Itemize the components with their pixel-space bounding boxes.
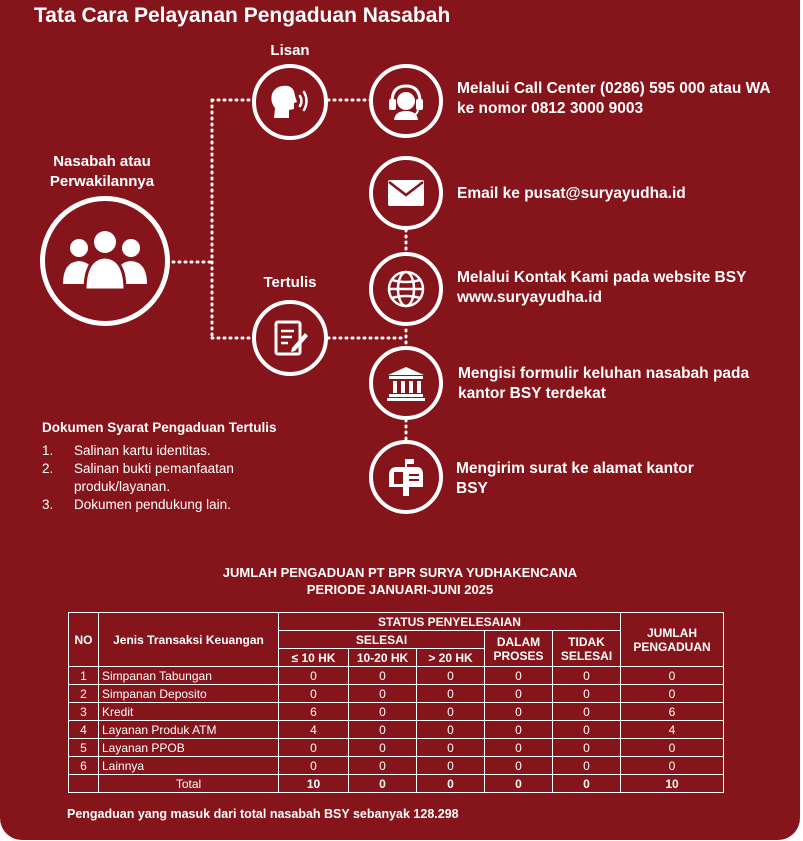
table-title-line1: JUMLAH PENGADUAN PT BPR SURYA YUDHAKENCANA bbox=[222, 565, 578, 580]
mailbox-icon bbox=[369, 440, 443, 514]
channel-website-text: Melalui Kontak Kami pada website BSY www.suryayudha.id bbox=[457, 269, 747, 306]
docs-list bbox=[42, 442, 294, 514]
bank-icon bbox=[369, 346, 443, 420]
header-tidak-selesai: TIDAK SELESAI bbox=[553, 631, 621, 667]
header-status: STATUS PENYELESAIAN bbox=[279, 613, 621, 631]
table-row: 3 Kredit 6 0 0 0 0 6 bbox=[69, 703, 724, 721]
complaints-table bbox=[68, 612, 724, 793]
headset-icon bbox=[369, 64, 443, 138]
table-row: 5 Layanan PPOB 0 0 0 0 0 0 bbox=[69, 739, 724, 757]
table-row: 4 Layanan Produk ATM 4 0 0 0 0 4 bbox=[69, 721, 724, 739]
envelope-icon bbox=[369, 156, 443, 230]
list-item: 3. Dokumen pendukung lain. bbox=[42, 497, 231, 512]
header-no: NO bbox=[69, 613, 99, 667]
table-row: 6 Lainnya 0 0 0 0 0 0 bbox=[69, 757, 724, 775]
footer-note: Pengaduan yang masuk dari total nasabah BSY sebanyak 128.298 bbox=[67, 807, 459, 821]
header-jenis: Jenis Transaksi Keuangan bbox=[99, 613, 279, 667]
header-le10: ≤ 10 HK bbox=[279, 649, 349, 667]
table-title-line2: PERIODE JANUARI-JUNI 2025 bbox=[306, 582, 494, 597]
table-total-row: Total 10 0 0 0 0 10 bbox=[69, 775, 724, 793]
table-row: 2 Simpanan Deposito 0 0 0 0 0 0 bbox=[69, 685, 724, 703]
header-dalam-proses: DALAM PROSES bbox=[485, 631, 553, 667]
channel-branch-text: Mengisi formulir keluhan nasabah pada kantor BSY terdekat bbox=[458, 365, 750, 402]
globe-icon bbox=[369, 252, 443, 326]
channel-callcenter-text: Melalui Call Center (0286) 595 000 atau WA ke nomor 0812 3000 9003 bbox=[457, 80, 770, 117]
channel-letter-text: Mengirim surat ke alamat kantor BSY bbox=[456, 460, 694, 497]
written-form-icon bbox=[252, 300, 328, 376]
table-header-row bbox=[69, 613, 724, 631]
list-item: 2. Salinan bukti pemanfaatan produk/layanan. bbox=[42, 461, 234, 494]
list-item: 1. Salinan kartu identitas. bbox=[42, 443, 211, 458]
docs-title: Dokumen Syarat Pengaduan Tertulis bbox=[42, 420, 277, 435]
customer-label: Nasabah atau Perwakilannya bbox=[49, 153, 155, 190]
table-row: 1 Simpanan Tabungan 0 0 0 0 0 0 bbox=[69, 667, 724, 685]
customer-group-icon bbox=[40, 196, 170, 326]
header-gt20: > 20 HK bbox=[417, 649, 485, 667]
header-jumlah: JUMLAH PENGADUAN bbox=[621, 613, 724, 667]
header-10-20: 10-20 HK bbox=[349, 649, 417, 667]
speaking-icon bbox=[252, 64, 328, 140]
header-selesai: SELESAI bbox=[279, 631, 485, 649]
channel-email-text: Email ke pusat@suryayudha.id bbox=[457, 185, 686, 202]
lisan-label: Lisan bbox=[270, 42, 310, 59]
page-title: Tata Cara Pelayanan Pengaduan Nasabah bbox=[34, 4, 451, 27]
tertulis-label: Tertulis bbox=[263, 274, 317, 291]
